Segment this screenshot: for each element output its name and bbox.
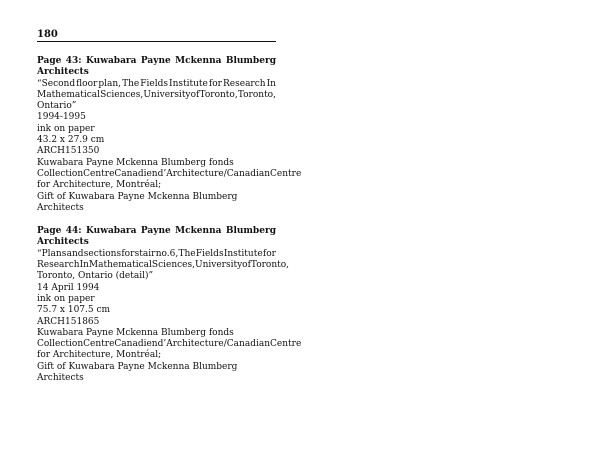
artwork-title: “Plans and sections for stair no.6, The Fields Institute for Research In Mathematical Sciences, University of Toronto, Toronto, Ontario (detail)” <box>37 248 290 282</box>
entry-heading-line: Page 44: Kuwabara Payne Mckenna Blumberg <box>37 226 276 237</box>
entry-credit: Gift of Kuwabara Payne Mckenna Blumberg Architects <box>37 191 238 213</box>
entry-fonds: Kuwabara Payne Mckenna Blumberg fonds <box>37 327 234 338</box>
document-page <box>37 28 302 384</box>
entry-heading <box>37 226 276 249</box>
entry-heading <box>37 56 276 79</box>
entry-dimensions: 75.7 x 107.5 cm <box>37 305 111 316</box>
catalog-entry <box>37 56 302 214</box>
entry-fonds: Kuwabara Payne Mckenna Blumberg fonds <box>37 157 234 168</box>
entry-collection: Collection Centre Canadien d’Architecture/ Canadian Centre <box>37 168 302 179</box>
entry-medium: ink on paper <box>37 293 95 304</box>
entry-medium: ink on paper <box>37 123 95 134</box>
entry-heading-continued: Architects <box>37 67 89 78</box>
entry-heading-line: Page 43: Kuwabara Payne Mckenna Blumberg <box>37 56 276 66</box>
entry-collection: Collection Centre Canadien d’Architecture/ Canadian Centre <box>37 339 302 350</box>
entry-date: 14 April 1994 <box>37 282 100 293</box>
entry-dimensions: 43.2 x 27.9 cm <box>37 135 105 146</box>
entry-collection-continued: for Architecture, Montréal; <box>37 180 162 191</box>
catalog-entry <box>37 226 302 384</box>
entry-date: 1994-1995 <box>37 112 86 123</box>
entry-credit: Gift of Kuwabara Payne Mckenna Blumberg Architects <box>37 361 238 384</box>
artwork-title: “Second floor plan, The Fields Institute for Research In Mathematical Sciences, University of Toronto, Toronto, Ontario” <box>37 78 276 112</box>
entry-accession: ARCH151865 <box>37 316 100 327</box>
page-number: 180 <box>37 28 276 42</box>
entry-collection-continued: for Architecture, Montréal; <box>37 350 162 361</box>
entry-heading-continued: Architects <box>37 237 89 248</box>
entry-accession: ARCH151350 <box>37 146 100 157</box>
